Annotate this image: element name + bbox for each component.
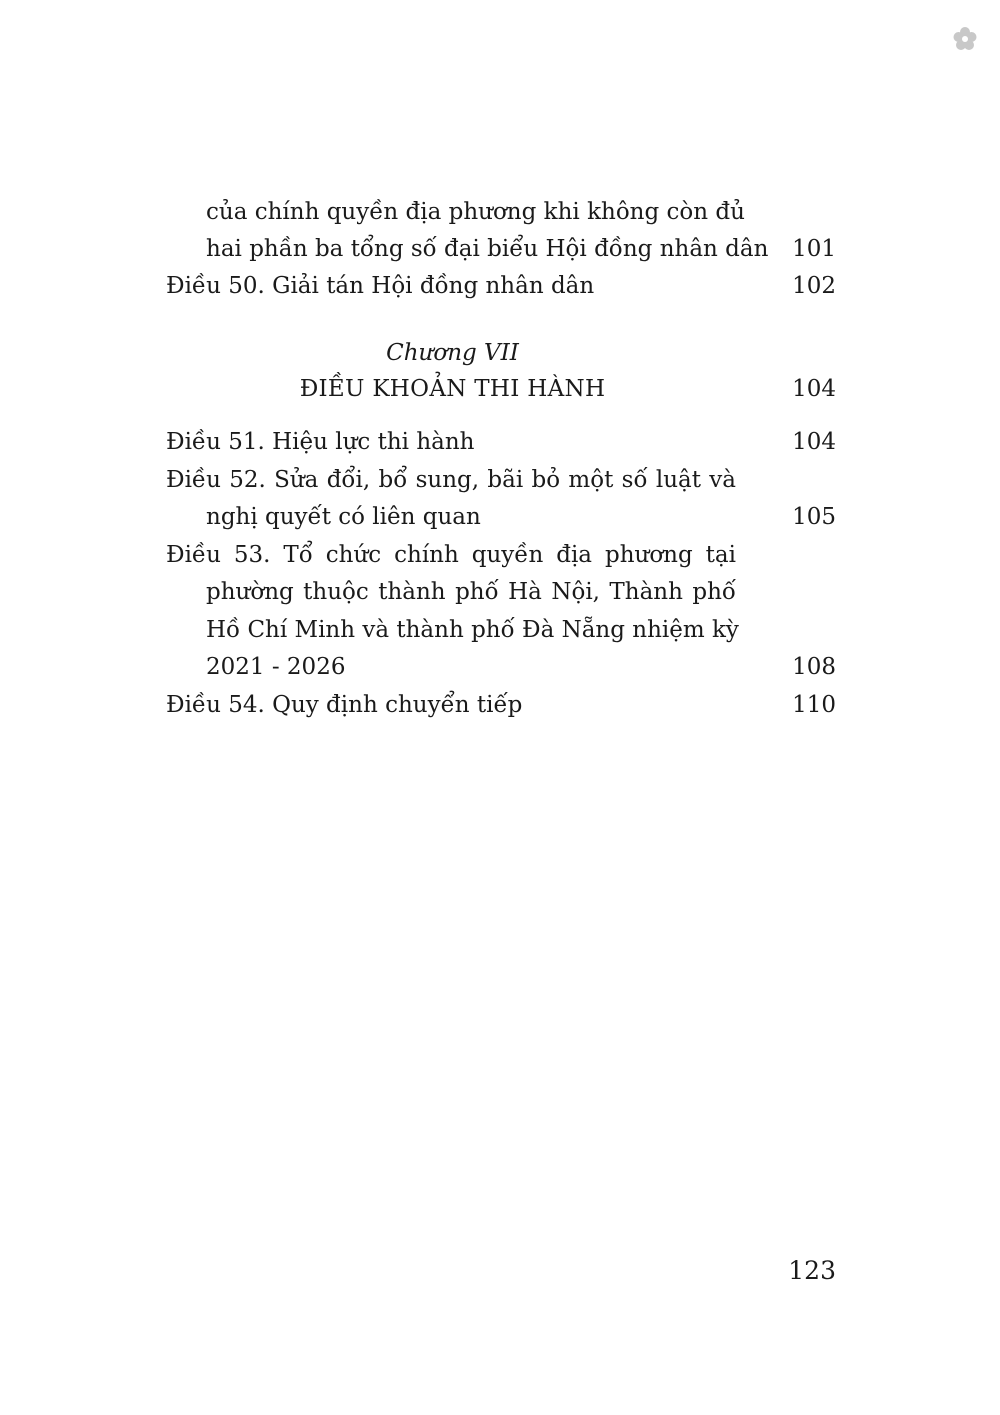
toc-entry-page: 101 xyxy=(792,236,836,262)
toc-entry-text: Điều 50. Giải tán Hội đồng nhân dân xyxy=(166,273,595,299)
toc-entry-page: 108 xyxy=(792,654,836,680)
toc-entry xyxy=(206,577,736,607)
toc-entry-text: phường thuộc thành phố Hà Nội, Thành phố xyxy=(206,579,736,605)
toc-entry-text: 2021 - 2026 xyxy=(206,654,346,680)
toc-entry-page: 104 xyxy=(792,429,836,455)
toc-entry-text: Hồ Chí Minh và thành phố Đà Nẵng nhiệm kỳ xyxy=(206,617,739,643)
toc-entry-text: Điều 51. Hiệu lực thi hành xyxy=(166,429,475,455)
toc-entry-page: 110 xyxy=(792,692,836,718)
toc-entry-text: hai phần ba tổng số đại biểu Hội đồng nhân dân xyxy=(206,236,769,262)
toc-entry-text: Điều 52. Sửa đổi, bổ sung, bãi bỏ một số luật và xyxy=(166,467,736,493)
toc-entry xyxy=(206,197,745,227)
chapter-page: 104 xyxy=(792,376,836,402)
toc-entry-text: Điều 53. Tổ chức chính quyền địa phương tại xyxy=(166,542,736,568)
toc-entry-text: nghị quyết có liên quan xyxy=(206,504,481,530)
toc-entry xyxy=(206,615,739,645)
toc-entry-page: 105 xyxy=(792,504,836,530)
toc-entry-text: Điều 54. Quy định chuyển tiếp xyxy=(166,692,523,718)
chapter-title: ĐIỀU KHOẢN THI HÀNH xyxy=(299,376,606,402)
toc-entry xyxy=(166,540,736,570)
toc-entry xyxy=(166,465,736,495)
toc-entry-page: 102 xyxy=(792,273,836,299)
page-number: 123 xyxy=(788,1256,836,1285)
toc-entry-text: của chính quyền địa phương khi không còn đủ xyxy=(206,199,745,225)
chapter-label: Chương VII xyxy=(386,340,519,366)
